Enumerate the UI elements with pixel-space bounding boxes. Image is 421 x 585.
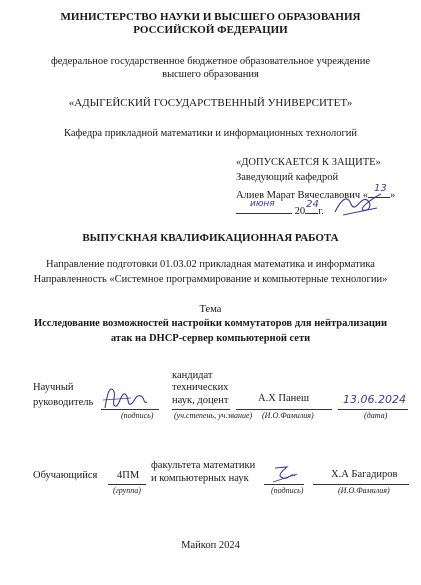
department-name: Кафедра прикладной математики и информационных технологий <box>63 128 358 139</box>
approval-day-close: » <box>390 190 396 201</box>
student-faculty-line2: и компьютерных наук <box>151 473 249 484</box>
approval-year-handwritten: 24 <box>306 199 319 210</box>
supervisor-name-caption: (И.О.Фамилия) <box>262 411 314 420</box>
supervisor-date-handwritten: 13.06.2024 <box>343 393 406 406</box>
topic-line2: атак на DHCP-сервер компьютерной сети <box>110 333 311 344</box>
direction-line: Направление подготовки 01.03.02 прикладная математика и информатика <box>46 259 375 270</box>
supervisor-degree-line3: наук, доцент <box>172 395 229 406</box>
topic-label: Тема <box>199 304 222 315</box>
supervisor-degree-underline <box>172 409 230 410</box>
approval-status: «ДОПУСКАЕТСЯ К ЗАЩИТЕ» <box>236 157 381 168</box>
student-label: Обучающийся <box>33 470 98 481</box>
institution-type-line2: высшего образования <box>162 69 259 80</box>
supervisor-label-line1: Научный <box>33 382 74 393</box>
student-faculty-line1: факультета математики <box>151 460 256 471</box>
supervisor-label-line2: руководитель <box>33 397 94 408</box>
university-name: «АДЫГЕЙСКИЙ ГОСУДАРСТВЕННЫЙ УНИВЕРСИТЕТ» <box>68 97 353 109</box>
ministry-title-line1: МИНИСТЕРСТВО НАУКИ И ВЫСШЕГО ОБРАЗОВАНИЯ <box>60 11 361 23</box>
approval-year-suffix: г. <box>318 206 324 217</box>
supervisor-date-caption: (дата) <box>364 411 388 420</box>
approval-month-handwritten: июня <box>250 199 275 209</box>
institution-type-line1: федеральное государственное бюджетное образовательное учреждение <box>50 56 371 67</box>
student-signature-caption: (подпись) <box>271 486 304 495</box>
approval-year-field <box>305 199 319 214</box>
supervisor-name: А.Х Панеш <box>258 393 310 404</box>
work-type-title: ВЫПУСКНАЯ КВАЛИФИКАЦИОННАЯ РАБОТА <box>82 232 339 244</box>
approval-month-field <box>236 199 292 214</box>
student-group-underline <box>108 484 146 485</box>
student-name: Х.А Багадиров <box>331 469 398 480</box>
approval-role: Заведующий кафедрой <box>236 172 339 183</box>
approval-year-prefix: 20 <box>294 206 306 217</box>
supervisor-degree-caption: (уч.степень, уч.звание) <box>174 411 253 420</box>
student-signature-icon <box>271 462 299 486</box>
student-name-underline <box>313 484 409 485</box>
city-year: Майкоп 2024 <box>181 540 240 551</box>
student-group-caption: (группа) <box>113 486 141 495</box>
focus-line: Направленность «Системное программирование и компьютерные технологии» <box>33 274 388 285</box>
topic-line1: Исследование возможностей настройки коммутаторов для нейтрализации <box>33 318 388 329</box>
supervisor-degree-line2: технических <box>172 382 229 393</box>
supervisor-signature-icon <box>101 382 149 412</box>
supervisor-signature-caption: (подпись) <box>121 411 154 420</box>
ministry-title-line2: РОССИЙСКОЙ ФЕДЕРАЦИИ <box>133 24 288 36</box>
head-signature-icon <box>333 190 383 220</box>
approval-day-handwritten: 13 <box>374 183 387 194</box>
supervisor-name-underline <box>236 409 332 410</box>
approval-head-name-text: Алиев Марат Вячеславович « <box>236 190 368 201</box>
supervisor-degree-line1: кандидат <box>172 370 213 381</box>
student-name-caption: (И.О.Фамилия) <box>338 486 390 495</box>
student-signature-underline <box>264 484 304 485</box>
student-group: 4ПМ <box>117 470 140 481</box>
supervisor-date-underline <box>338 409 408 410</box>
approval-date-line <box>236 199 324 217</box>
